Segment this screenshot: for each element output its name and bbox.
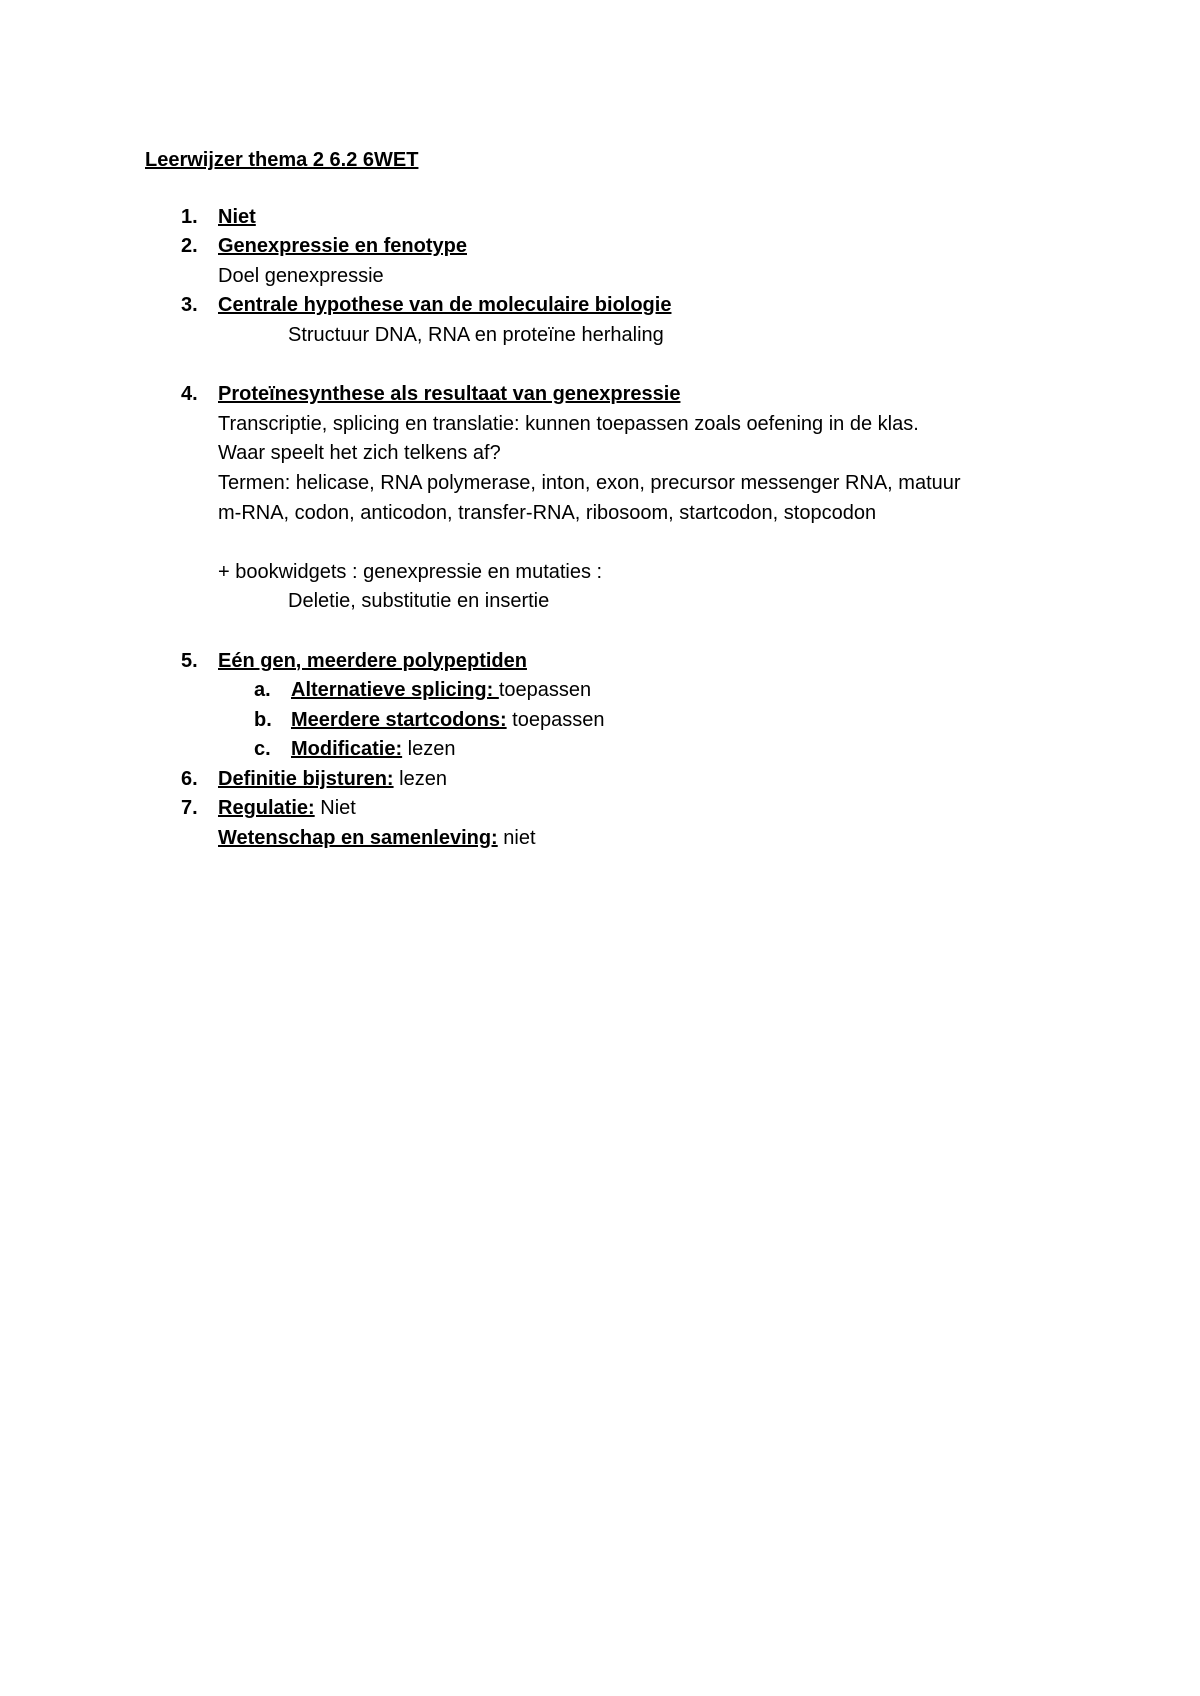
sub-item-letter: a.: [254, 679, 271, 702]
item-text: Structuur DNA, RNA en proteïne herhaling: [288, 323, 664, 346]
sub-item-letter: b.: [254, 708, 272, 731]
item-heading: Niet: [218, 205, 256, 228]
item-number: 2.: [181, 235, 198, 258]
list-item-7: [145, 794, 1065, 853]
item-text: Deletie, substitutie en insertie: [288, 590, 550, 613]
list-item-5: [145, 647, 1065, 765]
sub-list: [218, 676, 1065, 765]
sub-item-heading: Meerdere startcodons:: [291, 708, 507, 731]
list-item-2: [145, 232, 1065, 291]
item-text: + bookwidgets : genexpressie en mutaties :: [218, 560, 603, 583]
spacer: [218, 528, 1065, 558]
sub-item-heading: Alternatieve splicing:: [291, 679, 499, 702]
item-text: lezen: [393, 767, 447, 790]
sub-item-c: [218, 735, 1065, 765]
sub-item-text: toepassen: [506, 708, 605, 731]
item-text: Waar speelt het zich telkens af?: [218, 442, 501, 465]
item-number: 5.: [181, 649, 198, 672]
item-number: 6.: [181, 767, 198, 790]
list-item-4: [145, 380, 1065, 617]
sub-item-text: lezen: [402, 738, 456, 761]
item-heading: Eén gen, meerdere polypeptiden: [218, 649, 527, 672]
list-item-6: [145, 765, 1065, 795]
spacer: [145, 617, 1065, 647]
item-heading: Proteïnesynthese als resultaat van genexpressie: [218, 383, 681, 406]
document-title: Leerwijzer thema 2 6.2 6WET: [145, 149, 419, 171]
item-number: 3.: [181, 294, 198, 317]
sub-item-heading: Modificatie:: [291, 738, 403, 761]
item-text: m-RNA, codon, anticodon, transfer-RNA, ribosoom, startcodon, stopcodon: [218, 501, 877, 524]
item-text: Niet: [314, 797, 356, 820]
item-text: Doel genexpressie: [218, 264, 384, 287]
item-heading: Centrale hypothese van de moleculaire biologie: [218, 294, 672, 317]
item-heading: Genexpressie en fenotype: [218, 235, 467, 258]
item-number: 7.: [181, 797, 198, 820]
item-text: Transcriptie, splicing en translatie: kunnen toepassen zoals oefening in de klas.: [218, 412, 919, 435]
topic-list: [145, 203, 1065, 854]
item-number: 4.: [181, 383, 198, 406]
item-extra-heading: Wetenschap en samenleving:: [218, 827, 498, 850]
list-item-3: [145, 291, 1065, 350]
item-number: 1.: [181, 205, 198, 228]
item-extra-text: niet: [497, 827, 536, 850]
spacer: [145, 351, 1065, 381]
list-item-1: [145, 203, 1065, 233]
sub-item-a: [218, 676, 1065, 706]
item-text: Termen: helicase, RNA polymerase, inton, exon, precursor messenger RNA, matuur: [218, 471, 961, 494]
sub-item-b: [218, 706, 1065, 736]
item-heading: Regulatie:: [218, 797, 315, 820]
item-heading: Definitie bijsturen:: [218, 767, 394, 790]
sub-item-letter: c.: [254, 738, 271, 761]
sub-item-text: toepassen: [498, 679, 592, 702]
document-body: [145, 146, 1065, 854]
